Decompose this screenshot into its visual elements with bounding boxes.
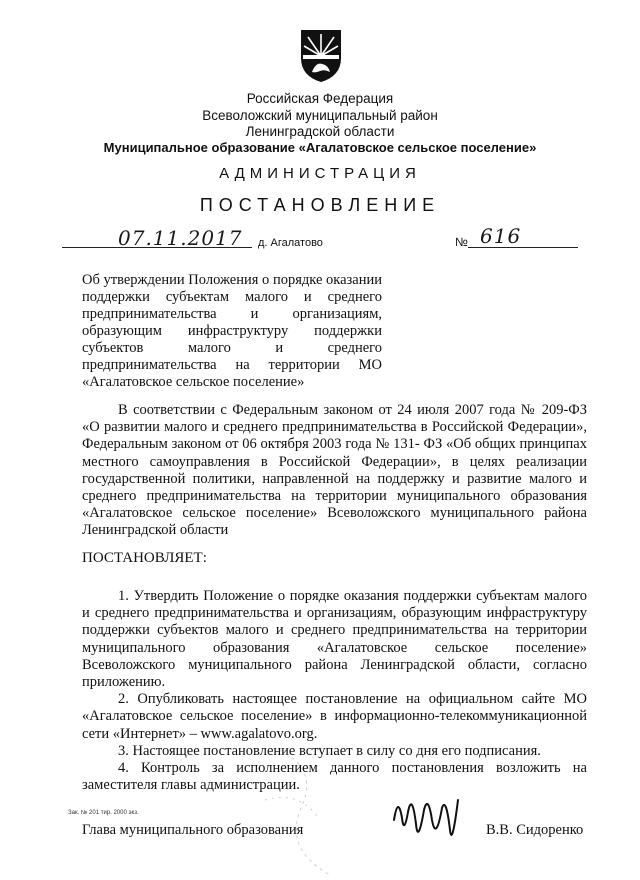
date-number-line [0, 222, 640, 252]
decree-number: 616 [480, 224, 522, 248]
administration-title: АДМИНИСТРАЦИЯ [219, 165, 421, 182]
decree-item: 3. Настоящее постановление вступает в силу со дня его подписания. [118, 742, 541, 759]
decree-date: 07.11.2017 [118, 226, 243, 250]
decree-title: ПОСТАНОВЛЕНИЕ [199, 195, 441, 215]
header-district: Всеволожский муниципальный район [202, 108, 438, 123]
decree-item: 1. Утвердить Положение о порядке оказания поддержки субъектам малого и среднего предпринимательства и организациям, образующим инфраструктуру поддержки субъектов малого и среднего предпринимательства на территории муниципального образования «Агалатовское сельское поселение» Всеволожского муниципального района Ленинградской области, согласно приложению. [82, 588, 587, 691]
coat-of-arms-icon [298, 28, 344, 84]
header-region: Ленинградской области [245, 124, 395, 139]
header-municipality: Муниципальное образование «Агалатовское сельское поселение» [103, 140, 537, 155]
print-run-note: Зак. № 201 тир. 2000 экз. [68, 810, 139, 816]
signatory-title: Глава муниципального образования [82, 822, 304, 838]
signatory-name: В.В. Сидоренко [486, 822, 584, 838]
resolves-heading: ПОСТАНОВЛЯЕТ: [82, 550, 207, 566]
number-label: № [455, 235, 468, 249]
decree-place: д. Агалатово [258, 237, 323, 249]
decree-item: 2. Опубликовать настоящее постановление на официальном сайте МО «Агалатовское сельское поселение» в информационно-телекоммуникационной сети «Интернет» – www.agalatovo.org. [82, 691, 587, 742]
handwritten-signature [388, 790, 468, 860]
decree-subject: Об утверждении Положения о порядке оказании поддержки субъектам малого и среднего предпринимательства и организациям, образующим инфраструктуру поддержки субъектов малого и среднего предпринимательства на территории МО «Агалатовское сельское поселение» [82, 272, 382, 390]
decree-item: 4. Контроль за исполнением данного постановления возложить на заместителя главы администрации. [82, 760, 587, 794]
preamble-paragraph: В соответствии с Федеральным законом от 24 июля 2007 года № 209-ФЗ «О развитии малого и среднего предпринимательства в Российской Федерации», Федеральным законом от 06 октября 2003 года № 131- ФЗ «Об общих принципах местного самоуправления в Российской Федерации», в целях реализации государственной политики, направленной на поддержку и развитие малого и среднего предпринимательства на территории муниципального образования «Агалатовское сельское поселение» Всеволожского муниципального района Ленинградской области [82, 402, 587, 539]
stamp-seal [260, 740, 390, 880]
header-country: Российская Федерация [246, 91, 394, 106]
